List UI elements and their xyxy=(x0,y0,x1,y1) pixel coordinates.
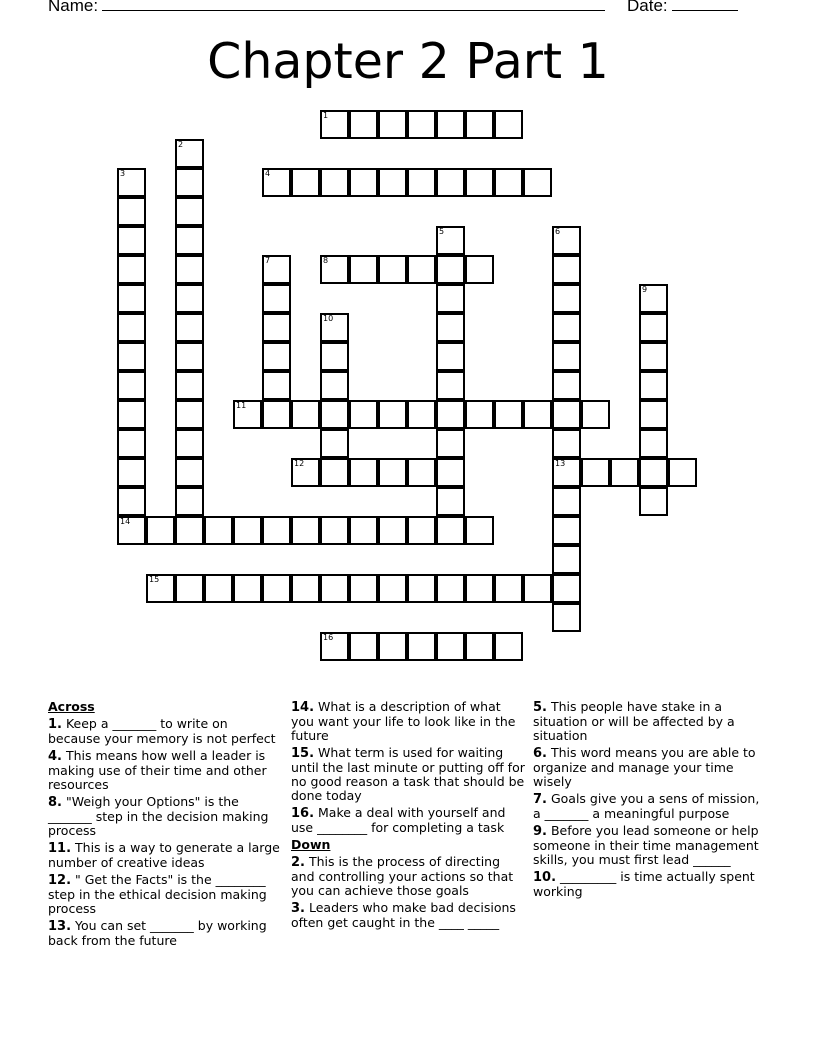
cell-number: 1 xyxy=(323,111,329,120)
clue-down-6: 6. This word means you are able to organize and manage your time wisely xyxy=(533,745,756,789)
clue-down-2: 2. This is the process of directing and controlling your actions so that you can achieve those goals xyxy=(291,854,514,898)
grid-cell[interactable] xyxy=(117,487,146,516)
grid-cell[interactable] xyxy=(320,342,349,371)
grid-cell[interactable] xyxy=(175,371,204,400)
grid-cell[interactable] xyxy=(320,458,349,487)
grid-cell[interactable] xyxy=(117,516,146,545)
grid-cell[interactable] xyxy=(552,574,581,603)
grid-cell[interactable] xyxy=(175,516,204,545)
grid-cell[interactable] xyxy=(175,139,204,168)
grid-cell[interactable] xyxy=(552,458,581,487)
grid-cell[interactable] xyxy=(436,168,465,197)
cell-number: 6 xyxy=(555,227,561,236)
grid-cell[interactable] xyxy=(175,226,204,255)
grid-cell[interactable] xyxy=(552,226,581,255)
grid-cell[interactable] xyxy=(639,371,668,400)
grid-cell[interactable] xyxy=(175,168,204,197)
grid-cell[interactable] xyxy=(523,168,552,197)
grid-cell[interactable] xyxy=(552,371,581,400)
grid-cell[interactable] xyxy=(117,313,146,342)
grid-cell[interactable] xyxy=(523,574,552,603)
grid-cell[interactable] xyxy=(465,255,494,284)
grid-cell[interactable] xyxy=(175,197,204,226)
grid-cell[interactable] xyxy=(262,168,291,197)
name-label: Name: xyxy=(48,0,99,15)
grid-cell[interactable] xyxy=(378,632,407,661)
grid-cell[interactable] xyxy=(378,168,407,197)
grid-cell[interactable] xyxy=(407,110,436,139)
grid-cell[interactable] xyxy=(233,516,262,545)
grid-cell[interactable] xyxy=(175,313,204,342)
grid-cell[interactable] xyxy=(175,342,204,371)
grid-cell[interactable] xyxy=(494,400,523,429)
clues-column-3 xyxy=(533,700,767,902)
clues-column-2 xyxy=(291,700,525,933)
grid-cell[interactable] xyxy=(407,574,436,603)
grid-cell[interactable] xyxy=(639,313,668,342)
grid-cell[interactable] xyxy=(349,168,378,197)
cell-number: 12 xyxy=(294,459,305,468)
grid-cell[interactable] xyxy=(465,574,494,603)
grid-cell[interactable] xyxy=(552,400,581,429)
clue-across-15: 15. What term is used for waiting until the last minute or putting off for no good reason a task that should be done today xyxy=(291,745,525,803)
grid-cell[interactable] xyxy=(349,516,378,545)
grid-cell[interactable] xyxy=(378,400,407,429)
grid-cell[interactable] xyxy=(436,429,465,458)
grid-cell[interactable] xyxy=(436,342,465,371)
clues-column-1 xyxy=(48,700,282,951)
grid-cell[interactable] xyxy=(320,168,349,197)
grid-cell[interactable] xyxy=(436,487,465,516)
grid-cell[interactable] xyxy=(320,574,349,603)
grid-cell[interactable] xyxy=(552,545,581,574)
grid-cell[interactable] xyxy=(262,255,291,284)
grid-cell[interactable] xyxy=(117,429,146,458)
grid-cell[interactable] xyxy=(436,313,465,342)
grid-cell[interactable] xyxy=(262,371,291,400)
grid-cell[interactable] xyxy=(262,313,291,342)
grid-cell[interactable] xyxy=(436,574,465,603)
grid-cell[interactable] xyxy=(117,342,146,371)
cell-number: 15 xyxy=(149,575,160,584)
grid-cell[interactable] xyxy=(436,632,465,661)
grid-cell[interactable] xyxy=(436,516,465,545)
cell-number: 11 xyxy=(236,401,247,410)
grid-cell[interactable] xyxy=(552,255,581,284)
grid-cell[interactable] xyxy=(349,632,378,661)
cell-number: 14 xyxy=(120,517,131,526)
grid-cell[interactable] xyxy=(117,168,146,197)
grid-cell[interactable] xyxy=(320,400,349,429)
grid-cell[interactable] xyxy=(117,255,146,284)
cell-number: 8 xyxy=(323,256,329,265)
grid-cell[interactable] xyxy=(117,197,146,226)
grid-cell[interactable] xyxy=(320,632,349,661)
grid-cell[interactable] xyxy=(378,255,407,284)
grid-cell[interactable] xyxy=(320,110,349,139)
cell-number: 13 xyxy=(555,459,566,468)
grid-cell[interactable] xyxy=(639,458,668,487)
grid-cell[interactable] xyxy=(349,255,378,284)
grid-cell[interactable] xyxy=(436,400,465,429)
grid-cell[interactable] xyxy=(320,429,349,458)
cell-number: 7 xyxy=(265,256,271,265)
cell-number: 5 xyxy=(439,227,445,236)
grid-cell[interactable] xyxy=(552,429,581,458)
clue-across-12: 12. " Get the Facts" is the ________ step in the ethical decision making process xyxy=(48,872,267,916)
grid-cell[interactable] xyxy=(552,516,581,545)
grid-cell[interactable] xyxy=(175,429,204,458)
clue-across-11: 11. This is a way to generate a large number of creative ideas xyxy=(48,840,280,870)
grid-cell[interactable] xyxy=(349,400,378,429)
grid-cell[interactable] xyxy=(552,284,581,313)
grid-cell[interactable] xyxy=(407,632,436,661)
grid-cell[interactable] xyxy=(262,574,291,603)
grid-cell[interactable] xyxy=(436,255,465,284)
grid-cell[interactable] xyxy=(175,400,204,429)
grid-cell[interactable] xyxy=(175,284,204,313)
clue-down-9: 9. Before you lead someone or help someone in their time management skills, you must first lead ______ xyxy=(533,823,759,867)
date-label: Date: xyxy=(627,0,668,15)
grid-cell[interactable] xyxy=(320,255,349,284)
cell-number: 9 xyxy=(642,285,648,294)
clue-down-7: 7. Goals give you a sens of mission, a _______ a meaningful purpose xyxy=(533,791,760,821)
grid-cell[interactable] xyxy=(117,371,146,400)
grid-cell[interactable] xyxy=(552,313,581,342)
grid-cell[interactable] xyxy=(436,226,465,255)
grid-cell[interactable] xyxy=(552,487,581,516)
grid-cell[interactable] xyxy=(117,226,146,255)
cell-number: 16 xyxy=(323,633,334,642)
grid-cell[interactable] xyxy=(494,168,523,197)
grid-cell[interactable] xyxy=(175,458,204,487)
grid-cell[interactable] xyxy=(117,284,146,313)
clue-down-5: 5. This people have stake in a situation or will be affected by a situation xyxy=(533,699,735,743)
down-heading: Down xyxy=(291,837,331,852)
grid-cell[interactable] xyxy=(233,574,262,603)
grid-cell[interactable] xyxy=(204,516,233,545)
grid-cell[interactable] xyxy=(436,458,465,487)
grid-cell[interactable] xyxy=(436,110,465,139)
clue-down-3: 3. Leaders who make bad decisions often get caught in the ____ _____ xyxy=(291,900,516,930)
grid-cell[interactable] xyxy=(465,516,494,545)
grid-cell[interactable] xyxy=(320,371,349,400)
cell-number: 2 xyxy=(178,140,184,149)
clue-across-14: 14. What is a description of what you want your life to look like in the future xyxy=(291,699,516,743)
grid-cell[interactable] xyxy=(291,400,320,429)
clue-across-4: 4. This means how well a leader is making use of their time and other resources xyxy=(48,748,267,792)
grid-cell[interactable] xyxy=(175,487,204,516)
grid-cell[interactable] xyxy=(668,458,697,487)
grid-cell[interactable] xyxy=(146,516,175,545)
grid-cell[interactable] xyxy=(262,284,291,313)
grid-cell[interactable] xyxy=(349,458,378,487)
grid-cell[interactable] xyxy=(639,342,668,371)
grid-cell[interactable] xyxy=(407,458,436,487)
grid-cell[interactable] xyxy=(378,110,407,139)
grid-cell[interactable] xyxy=(349,110,378,139)
grid-cell[interactable] xyxy=(233,400,262,429)
grid-cell[interactable] xyxy=(407,516,436,545)
grid-cell[interactable] xyxy=(465,632,494,661)
clue-across-13: 13. You can set _______ by working back from the future xyxy=(48,918,267,948)
grid-cell[interactable] xyxy=(378,516,407,545)
grid-cell[interactable] xyxy=(291,574,320,603)
grid-cell[interactable] xyxy=(581,400,610,429)
grid-cell[interactable] xyxy=(494,574,523,603)
page-title: Chapter 2 Part 1 xyxy=(207,33,609,90)
grid-cell[interactable] xyxy=(465,400,494,429)
grid-cell[interactable] xyxy=(117,458,146,487)
grid-cell[interactable] xyxy=(378,458,407,487)
grid-cell[interactable] xyxy=(552,603,581,632)
clue-across-1: 1. Keep a _______ to write on because your memory is not perfect xyxy=(48,716,276,746)
grid-cell[interactable] xyxy=(262,342,291,371)
grid-cell[interactable] xyxy=(291,168,320,197)
cell-number: 4 xyxy=(265,169,271,178)
grid-cell[interactable] xyxy=(407,168,436,197)
grid-cell[interactable] xyxy=(465,168,494,197)
grid-cell[interactable] xyxy=(320,516,349,545)
grid-cell[interactable] xyxy=(320,313,349,342)
grid-cell[interactable] xyxy=(407,400,436,429)
clue-down-10: 10. _________ is time actually spent working xyxy=(533,869,755,899)
grid-cell[interactable] xyxy=(175,255,204,284)
grid-cell[interactable] xyxy=(204,574,233,603)
grid-cell[interactable] xyxy=(436,371,465,400)
grid-cell[interactable] xyxy=(639,284,668,313)
grid-cell[interactable] xyxy=(494,110,523,139)
grid-cell[interactable] xyxy=(639,400,668,429)
grid-cell[interactable] xyxy=(146,574,175,603)
clue-across-8: 8. "Weigh your Options" is the _______ step in the decision making process xyxy=(48,794,269,838)
grid-cell[interactable] xyxy=(523,400,552,429)
grid-cell[interactable] xyxy=(639,487,668,516)
grid-cell[interactable] xyxy=(117,400,146,429)
grid-cell[interactable] xyxy=(291,458,320,487)
grid-cell[interactable] xyxy=(291,516,320,545)
across-heading: Across xyxy=(48,699,95,714)
grid-cell[interactable] xyxy=(581,458,610,487)
grid-cell[interactable] xyxy=(465,110,494,139)
grid-cell[interactable] xyxy=(349,574,378,603)
grid-cell[interactable] xyxy=(262,400,291,429)
grid-cell[interactable] xyxy=(262,516,291,545)
grid-cell[interactable] xyxy=(639,429,668,458)
grid-cell[interactable] xyxy=(494,632,523,661)
cell-number: 10 xyxy=(323,314,334,323)
grid-cell[interactable] xyxy=(378,574,407,603)
grid-cell[interactable] xyxy=(407,255,436,284)
grid-cell[interactable] xyxy=(175,574,204,603)
cell-number: 3 xyxy=(120,169,126,178)
grid-cell[interactable] xyxy=(552,342,581,371)
clue-across-16: 16. Make a deal with yourself and use ________ for completing a task xyxy=(291,805,506,835)
grid-cell[interactable] xyxy=(436,284,465,313)
grid-cell[interactable] xyxy=(610,458,639,487)
